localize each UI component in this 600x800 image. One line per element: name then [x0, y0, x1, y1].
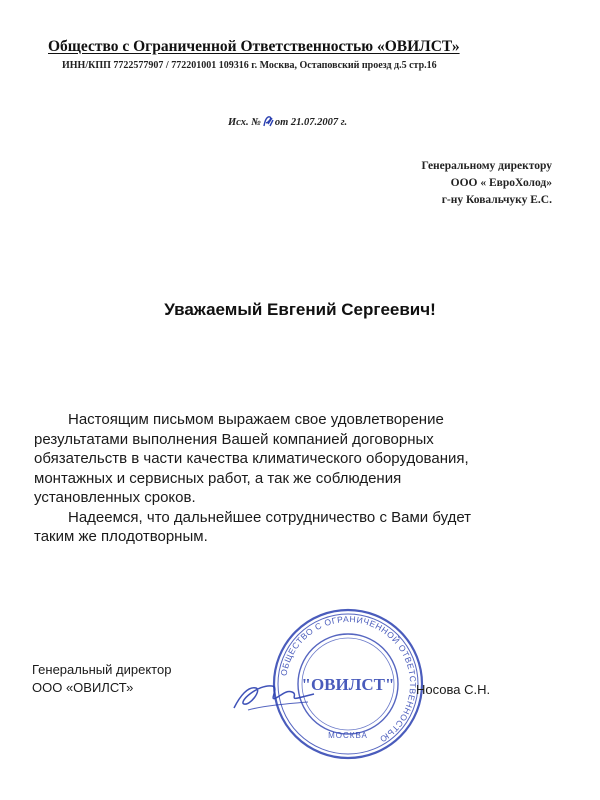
- body-line: установленных сроков.: [34, 489, 196, 506]
- svg-text:МОСКВА: МОСКВА: [328, 731, 368, 740]
- addressee-name: г-ну Ковальчуку Е.С.: [441, 194, 552, 206]
- signatory-position: Генеральный директор: [32, 662, 172, 677]
- body-line: таким же плодотворным.: [34, 528, 208, 545]
- body-line: Настоящим письмом выражаем свое удовлетворение: [68, 411, 444, 428]
- body-line: результатами выполнения Вашей компанией договорных: [34, 430, 434, 448]
- handwritten-signature: [228, 668, 318, 718]
- company-requisites: ИНН/КПП 7722577907 / 772201001 109316 г. Москва, Остаповский проезд д.5 стр.16: [62, 60, 437, 71]
- body-line: Надеемся, что дальнейшее сотрудничество с Вами будет: [68, 508, 472, 526]
- signatory-company: ООО «ОВИЛСТ»: [32, 680, 134, 695]
- addressee-block: [422, 158, 552, 209]
- addressee-position: Генеральному директору: [421, 160, 552, 172]
- signatory-name: Носова С.Н.: [416, 682, 491, 697]
- salutation: Уважаемый Евгений Сергеевич!: [164, 300, 436, 319]
- letter-body: [34, 410, 554, 547]
- signatory-block: [32, 661, 171, 697]
- handwritten-number-mark: [262, 114, 274, 128]
- body-line: монтажных и сервисных работ, а так же соблюдения: [34, 469, 402, 487]
- body-line: обязательств в части качества климатического оборудования,: [34, 450, 469, 467]
- outgoing-prefix: Исх. №: [228, 117, 261, 128]
- company-name: Общество с Ограниченной Ответственностью «ОВИЛСТ»: [48, 38, 460, 55]
- svg-text:"ОВИЛСТ": "ОВИЛСТ": [301, 675, 395, 694]
- outgoing-suffix: от 21.07.2007 г.: [274, 117, 348, 128]
- outgoing-number: [228, 114, 347, 128]
- svg-text:ОБЩЕСТВО С ОГРАНИЧЕННОЙ ОТВЕТС: ОБЩЕСТВО С ОГРАНИЧЕННОЙ ОТВЕТСТВЕННОСТЬЮ: [278, 613, 419, 745]
- addressee-company: ООО « ЕвроХолод»: [450, 177, 552, 189]
